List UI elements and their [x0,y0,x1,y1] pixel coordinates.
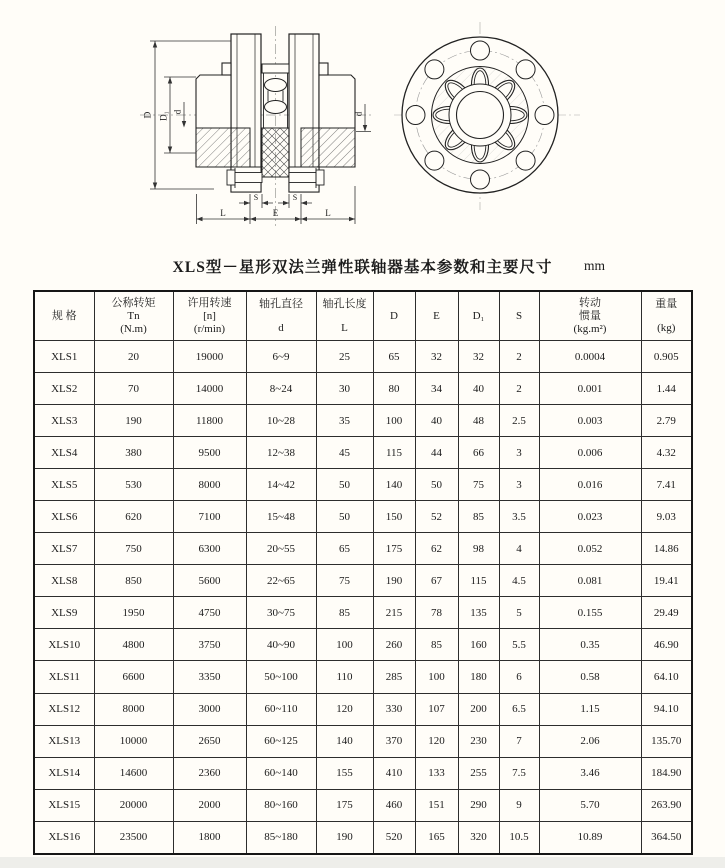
table-cell: 260 [373,629,415,661]
table-cell: XLS5 [34,469,94,501]
table-cell: 44 [415,437,458,469]
table-cell: 135.70 [641,725,692,757]
table-cell: 9.03 [641,501,692,533]
table-cell: 66 [458,437,499,469]
table-cell: 85 [458,501,499,533]
table-cell: 0.35 [539,629,641,661]
table-cell: 70 [94,373,173,405]
table-cell: 2000 [173,789,246,821]
bolt-hole [471,41,490,60]
table-cell: 107 [415,693,458,725]
table-cell: 85 [316,597,373,629]
table-cell: 4 [499,533,539,565]
table-cell: 5600 [173,565,246,597]
table-cell: 380 [94,437,173,469]
bolt-hole [425,151,444,170]
table-cell: XLS7 [34,533,94,565]
table-cell: 1.15 [539,693,641,725]
table-cell: 5 [499,597,539,629]
table-cell: 85 [415,629,458,661]
table-row [34,341,692,373]
table-cell: 14000 [173,373,246,405]
table-cell: 100 [316,629,373,661]
table-cell: 65 [316,533,373,565]
table-cell: 8~24 [246,373,316,405]
table-cell: 60~125 [246,725,316,757]
table-cell: 3.46 [539,757,641,789]
table-cell: 255 [458,757,499,789]
table-cell: 175 [373,533,415,565]
center-bore-circle [457,92,504,139]
coupling-section-drawing [135,20,380,230]
table-cell: 140 [316,725,373,757]
table-cell: 78 [415,597,458,629]
page-bottom-edge [0,857,725,868]
table-row [34,501,692,533]
table-cell: 20000 [94,789,173,821]
table-cell: 52 [415,501,458,533]
bolt-hole [535,106,554,125]
table-cell: 190 [373,565,415,597]
table-row [34,789,692,821]
table-cell: 165 [415,821,458,854]
table-cell: 40~90 [246,629,316,661]
table-cell: 7100 [173,501,246,533]
table-row [34,533,692,565]
table-cell: 215 [373,597,415,629]
table-cell: 290 [458,789,499,821]
dim-label-d-right: d [353,111,364,117]
table-cell: 2 [499,373,539,405]
table-cell: 80 [373,373,415,405]
table-cell: XLS8 [34,565,94,597]
table-cell: 120 [415,725,458,757]
table-cell: XLS12 [34,693,94,725]
table-cell: 0.003 [539,405,641,437]
dim-label-S-right: S [292,193,298,202]
col-header-inertia: 转动 惯量 (kg.m²) [539,291,641,341]
table-cell: 0.0004 [539,341,641,373]
table-cell: 22~65 [246,565,316,597]
col-header-weight: 重量 (kg) [641,291,692,341]
table-cell: 175 [316,789,373,821]
bolt-hole [406,106,425,125]
table-cell: 62 [415,533,458,565]
table-cell: XLS15 [34,789,94,821]
table-cell: 7.5 [499,757,539,789]
table-cell: 2.79 [641,405,692,437]
table-cell: 1.44 [641,373,692,405]
table-cell: 230 [458,725,499,757]
table-cell: 133 [415,757,458,789]
table-cell: 32 [415,341,458,373]
bolt-hole [425,60,444,79]
table-cell: 160 [458,629,499,661]
dim-label-E: E [272,208,279,218]
table-cell: 0.016 [539,469,641,501]
table-cell: 80~160 [246,789,316,821]
table-cell: 2650 [173,725,246,757]
section-hatching [196,128,355,192]
dim-label-d-left: d [172,109,183,115]
table-cell: 180 [458,661,499,693]
table-row [34,565,692,597]
dim-label-S-left: S [253,193,259,202]
table-cell: 20 [94,341,173,373]
table-cell: 30~75 [246,597,316,629]
table-cell: 50 [415,469,458,501]
table-cell: 140 [373,469,415,501]
table-cell: 75 [458,469,499,501]
table-cell: 48 [458,405,499,437]
table-cell: 190 [316,821,373,854]
table-cell: 3750 [173,629,246,661]
table-cell: XLS14 [34,757,94,789]
table-cell: 40 [415,405,458,437]
table-cell: 364.50 [641,821,692,854]
table-cell: 3.5 [499,501,539,533]
table-row [34,437,692,469]
table-cell: XLS3 [34,405,94,437]
table-cell: 32 [458,341,499,373]
table-cell: 520 [373,821,415,854]
spec-table-body [34,341,692,855]
table-cell: XLS1 [34,341,94,373]
table-row [34,373,692,405]
table-cell: 64.10 [641,661,692,693]
table-cell: 25 [316,341,373,373]
table-cell: 0.155 [539,597,641,629]
table-cell: 11800 [173,405,246,437]
dim-label-D1: D₁ [158,111,169,121]
table-cell: 0.58 [539,661,641,693]
table-cell: XLS6 [34,501,94,533]
table-cell: 2360 [173,757,246,789]
unit-label: mm [584,258,606,273]
spec-table [33,290,693,855]
table-cell: 50 [316,501,373,533]
table-cell: 370 [373,725,415,757]
table-cell: 1950 [94,597,173,629]
table-cell: 263.90 [641,789,692,821]
table-cell: 3 [499,469,539,501]
col-header-bore-diameter: 轴孔直径 d [246,291,316,341]
dim-label-L-left: L [220,208,226,218]
table-cell: 60~140 [246,757,316,789]
table-cell: 4.32 [641,437,692,469]
col-header-spec: 规 格 [34,291,94,341]
table-cell: 850 [94,565,173,597]
table-cell: 5.5 [499,629,539,661]
table-cell: 8000 [173,469,246,501]
table-cell: 155 [316,757,373,789]
table-cell: XLS10 [34,629,94,661]
table-cell: 30 [316,373,373,405]
table-cell: 6300 [173,533,246,565]
table-cell: 0.006 [539,437,641,469]
table-cell: 6.5 [499,693,539,725]
table-row [34,469,692,501]
table-cell: 94.10 [641,693,692,725]
table-cell: 6600 [94,661,173,693]
bolt-hole [516,60,535,79]
table-cell: 4.5 [499,565,539,597]
table-cell: 40 [458,373,499,405]
table-cell: 12~38 [246,437,316,469]
page-title: XLS型－星形双法兰弹性联轴器基本参数和主要尺寸 [172,259,553,276]
table-cell: 10~28 [246,405,316,437]
table-cell: 100 [415,661,458,693]
table-cell: 4750 [173,597,246,629]
table-cell: XLS11 [34,661,94,693]
table-cell: 23500 [94,821,173,854]
table-cell: 110 [316,661,373,693]
table-cell: 10000 [94,725,173,757]
table-cell: 5.70 [539,789,641,821]
table-cell: 65 [373,341,415,373]
table-cell: 200 [458,693,499,725]
header-row [34,291,692,341]
table-cell: 46.90 [641,629,692,661]
table-cell: 320 [458,821,499,854]
table-cell: 67 [415,565,458,597]
table-cell: 530 [94,469,173,501]
table-cell: 2.5 [499,405,539,437]
table-cell: 85~180 [246,821,316,854]
table-cell: 45 [316,437,373,469]
table-cell: 620 [94,501,173,533]
table-cell: 9 [499,789,539,821]
table-cell: 4800 [94,629,173,661]
table-cell: 10.5 [499,821,539,854]
table-cell: 50 [316,469,373,501]
table-row [34,629,692,661]
table-cell: 190 [94,405,173,437]
table-cell: 115 [373,437,415,469]
table-cell: 410 [373,757,415,789]
col-header-D1: D₁ [458,291,499,341]
table-cell: 15~48 [246,501,316,533]
table-cell: XLS9 [34,597,94,629]
table-cell: 2 [499,341,539,373]
col-header-bore-length: 轴孔长度 L [316,291,373,341]
table-cell: 120 [316,693,373,725]
coupling-front-drawing [390,18,582,214]
table-row [34,821,692,854]
table-row [34,405,692,437]
table-cell: 14.86 [641,533,692,565]
table-cell: 750 [94,533,173,565]
col-header-D: D [373,291,415,341]
table-cell: 100 [373,405,415,437]
table-cell: 0.052 [539,533,641,565]
table-cell: 98 [458,533,499,565]
bolt-hole [516,151,535,170]
table-row [34,597,692,629]
table-cell: 1800 [173,821,246,854]
table-cell: 330 [373,693,415,725]
dim-d-right [353,104,371,132]
table-cell: XLS13 [34,725,94,757]
table-cell: 50~100 [246,661,316,693]
table-cell: 0.905 [641,341,692,373]
table-cell: 3350 [173,661,246,693]
table-row [34,693,692,725]
table-cell: 3000 [173,693,246,725]
bolt-hole [471,170,490,189]
table-cell: 19000 [173,341,246,373]
table-cell: 75 [316,565,373,597]
dim-label-D: D [143,111,154,119]
table-cell: 0.081 [539,565,641,597]
table-cell: 8000 [94,693,173,725]
table-cell: 60~110 [246,693,316,725]
table-cell: 3 [499,437,539,469]
table-cell: XLS2 [34,373,94,405]
col-header-S: S [499,291,539,341]
table-cell: 135 [458,597,499,629]
table-cell: 14~42 [246,469,316,501]
table-cell: 150 [373,501,415,533]
table-cell: 29.49 [641,597,692,629]
table-cell: 20~55 [246,533,316,565]
table-cell: 34 [415,373,458,405]
table-row [34,661,692,693]
table-cell: 115 [458,565,499,597]
table-cell: 10.89 [539,821,641,854]
col-header-torque: 公称转矩 Tn (N.m) [94,291,173,341]
table-row [34,757,692,789]
table-cell: XLS16 [34,821,94,854]
table-cell: 35 [316,405,373,437]
col-header-speed: 许用转速 [n] (r/min) [173,291,246,341]
col-header-E: E [415,291,458,341]
table-cell: 6 [499,661,539,693]
table-cell: 19.41 [641,565,692,597]
table-cell: 9500 [173,437,246,469]
table-cell: 0.001 [539,373,641,405]
table-cell: 151 [415,789,458,821]
dim-label-L-right: L [325,208,331,218]
table-cell: 7 [499,725,539,757]
table-cell: 184.90 [641,757,692,789]
table-cell: 7.41 [641,469,692,501]
table-cell: 2.06 [539,725,641,757]
table-cell: 6~9 [246,341,316,373]
table-cell: 460 [373,789,415,821]
table-cell: XLS4 [34,437,94,469]
table-cell: 14600 [94,757,173,789]
table-row [34,725,692,757]
table-cell: 285 [373,661,415,693]
table-cell: 0.023 [539,501,641,533]
